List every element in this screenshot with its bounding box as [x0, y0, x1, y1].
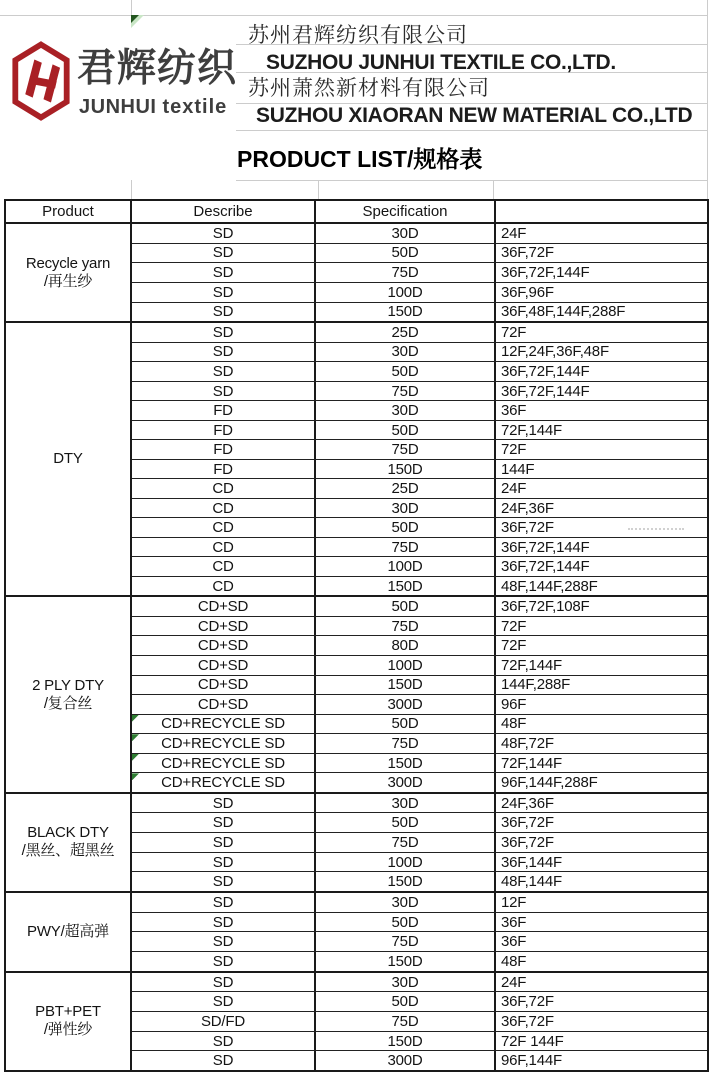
- filament-cell[interactable]: 36F,72F: [501, 814, 554, 832]
- table-row: [132, 401, 707, 421]
- specification-cell[interactable]: 30D: [316, 401, 496, 420]
- table-row: [132, 617, 707, 637]
- group-rows: [132, 973, 707, 1070]
- table-row: [132, 597, 707, 617]
- table-row: [132, 244, 707, 264]
- specification-cell[interactable]: 25D: [316, 479, 496, 498]
- table-row: [132, 656, 707, 676]
- describe-cell[interactable]: SD: [132, 973, 316, 992]
- product-label-line: 2 PLY DTY: [32, 676, 104, 694]
- gridline: [236, 130, 707, 131]
- specification-cell[interactable]: 150D: [316, 303, 496, 322]
- specification-cell[interactable]: 75D: [316, 538, 496, 557]
- describe-cell[interactable]: CD+SD: [132, 636, 316, 655]
- product-label-line: DTY: [53, 450, 83, 468]
- header-empty[interactable]: [496, 201, 707, 222]
- table-row: [132, 715, 707, 735]
- specification-cell[interactable]: 50D: [316, 421, 496, 440]
- table-row: [132, 695, 707, 715]
- describe-cell[interactable]: CD+SD: [132, 656, 316, 675]
- table-row: [132, 773, 707, 792]
- describe-cell[interactable]: CD: [132, 577, 316, 596]
- logo-en-bold: JUNHUI: [79, 96, 157, 118]
- describe-cell[interactable]: CD+SD: [132, 695, 316, 714]
- table-row: [132, 577, 707, 596]
- describe-cell[interactable]: FD: [132, 401, 316, 420]
- product-group: [6, 224, 707, 323]
- filament-cell[interactable]: 24F,36F: [501, 499, 554, 517]
- company-logo: [12, 40, 70, 122]
- specification-cell[interactable]: 80D: [316, 636, 496, 655]
- filament-cell[interactable]: 36F,72F: [501, 833, 554, 851]
- table-header-row: [6, 201, 707, 224]
- describe-cell[interactable]: CD+RECYCLE SD: [132, 734, 316, 753]
- specification-cell[interactable]: 50D: [316, 518, 496, 537]
- specification-cell[interactable]: 75D: [316, 734, 496, 753]
- product-cell[interactable]: [6, 893, 132, 971]
- specification-cell[interactable]: 100D: [316, 656, 496, 675]
- company-name-cn-2: 苏州萧然新材料有限公司: [248, 77, 490, 100]
- gridline: [0, 15, 707, 16]
- describe-cell[interactable]: SD: [132, 932, 316, 951]
- logo-en-light: textile: [162, 96, 228, 118]
- specification-cell[interactable]: 150D: [316, 754, 496, 773]
- product-label-line: PBT+PET: [35, 1003, 101, 1021]
- product-label-line: PWY/超高弹: [27, 922, 109, 940]
- gridline: [131, 180, 132, 199]
- product-group: [6, 794, 707, 893]
- specification-cell[interactable]: 75D: [316, 1012, 496, 1031]
- table-row: [132, 362, 707, 382]
- table-row: [132, 932, 707, 952]
- filament-cell[interactable]: 36F,72F: [501, 244, 554, 262]
- table-row: [132, 263, 707, 283]
- product-group: [6, 597, 707, 793]
- filament-cell[interactable]: 96F: [501, 695, 527, 713]
- describe-cell[interactable]: SD: [132, 263, 316, 282]
- company-name-en-1: SUZHOU JUNHUI TEXTILE CO.,LTD.: [266, 50, 616, 74]
- header-product[interactable]: Product: [6, 201, 132, 222]
- filament-cell[interactable]: 36F,144F: [501, 853, 562, 871]
- table-row: [132, 794, 707, 814]
- filament-cell[interactable]: 36F,72F: [501, 519, 554, 537]
- specification-cell[interactable]: 100D: [316, 283, 496, 302]
- filament-cell[interactable]: 144F: [501, 460, 535, 478]
- specification-cell[interactable]: 150D: [316, 460, 496, 479]
- product-cell[interactable]: [6, 973, 132, 1070]
- filament-cell[interactable]: 36F,72F,144F: [501, 538, 590, 556]
- describe-cell[interactable]: SD: [132, 913, 316, 932]
- product-cell[interactable]: [6, 794, 132, 891]
- product-label-line: /弹性纱: [43, 1021, 93, 1039]
- header-specification[interactable]: Specification: [316, 201, 496, 222]
- filament-cell[interactable]: 72F,144F: [501, 754, 562, 772]
- describe-cell[interactable]: SD: [132, 853, 316, 872]
- table-row: [132, 224, 707, 244]
- table-row: [132, 833, 707, 853]
- table-body: [6, 224, 707, 1070]
- describe-cell[interactable]: FD: [132, 460, 316, 479]
- describe-cell[interactable]: SD: [132, 244, 316, 263]
- filament-cell[interactable]: 96F,144F,288F: [501, 774, 598, 792]
- table-row: [132, 518, 707, 538]
- describe-cell[interactable]: SD: [132, 362, 316, 381]
- specification-cell[interactable]: 75D: [316, 617, 496, 636]
- specification-cell[interactable]: 30D: [316, 794, 496, 813]
- filament-cell[interactable]: 24F,36F: [501, 794, 554, 812]
- specification-cell[interactable]: 30D: [316, 973, 496, 992]
- table-row: [132, 754, 707, 774]
- filament-cell[interactable]: 36F,96F: [501, 283, 554, 301]
- product-label-line: /复合丝: [43, 694, 93, 712]
- table-row: [132, 813, 707, 833]
- table-row: [132, 303, 707, 322]
- describe-cell[interactable]: CD+SD: [132, 676, 316, 695]
- describe-cell[interactable]: FD: [132, 421, 316, 440]
- specification-cell[interactable]: 30D: [316, 499, 496, 518]
- filament-cell[interactable]: 72F: [501, 441, 527, 459]
- filament-cell[interactable]: 48F,144F,288F: [501, 577, 598, 595]
- describe-cell[interactable]: CD: [132, 518, 316, 537]
- specification-cell[interactable]: 150D: [316, 952, 496, 971]
- specification-cell[interactable]: 75D: [316, 833, 496, 852]
- logo-en-text: [79, 96, 227, 119]
- specification-cell[interactable]: 150D: [316, 676, 496, 695]
- product-label-line: /再生纱: [43, 272, 93, 290]
- describe-cell[interactable]: SD: [132, 1032, 316, 1051]
- table-row: [132, 479, 707, 499]
- product-table: [4, 199, 709, 1072]
- table-row: [132, 992, 707, 1012]
- table-row: [132, 734, 707, 754]
- table-row: [132, 1051, 707, 1070]
- describe-cell[interactable]: SD: [132, 283, 316, 302]
- specification-cell[interactable]: 25D: [316, 323, 496, 342]
- filament-cell[interactable]: 72F,144F: [501, 656, 562, 674]
- table-row: [132, 853, 707, 873]
- logo-hexagon-icon: [12, 40, 70, 122]
- cell-flag-icon: [132, 715, 139, 722]
- table-row: [132, 1032, 707, 1052]
- product-cell[interactable]: [6, 224, 132, 321]
- filament-cell[interactable]: 72F: [501, 323, 527, 341]
- specification-cell[interactable]: 30D: [316, 893, 496, 912]
- filament-cell[interactable]: 24F: [501, 973, 527, 991]
- specification-cell[interactable]: 300D: [316, 1051, 496, 1070]
- table-row: [132, 952, 707, 971]
- filament-cell[interactable]: 72F 144F: [501, 1032, 564, 1050]
- group-rows: [132, 794, 707, 891]
- filament-cell[interactable]: 48F: [501, 715, 527, 733]
- filament-cell[interactable]: 48F,72F: [501, 734, 554, 752]
- gridline: [493, 180, 494, 199]
- logo-cn-text: 君辉纺织: [77, 47, 238, 90]
- cell-flag-icon: [132, 734, 139, 741]
- product-group: [6, 973, 707, 1070]
- product-cell[interactable]: [6, 323, 132, 595]
- filament-cell[interactable]: 36F: [501, 933, 527, 951]
- describe-cell[interactable]: SD: [132, 323, 316, 342]
- describe-cell[interactable]: SD: [132, 833, 316, 852]
- specification-cell[interactable]: 50D: [316, 362, 496, 381]
- filament-cell[interactable]: 48F,144F: [501, 873, 562, 891]
- specification-cell[interactable]: 50D: [316, 597, 496, 616]
- specification-cell[interactable]: 75D: [316, 263, 496, 282]
- specification-cell[interactable]: 100D: [316, 557, 496, 576]
- describe-cell[interactable]: CD: [132, 538, 316, 557]
- product-cell[interactable]: [6, 597, 132, 791]
- describe-cell[interactable]: CD+SD: [132, 617, 316, 636]
- specification-cell[interactable]: 50D: [316, 813, 496, 832]
- describe-cell[interactable]: CD: [132, 557, 316, 576]
- filament-cell[interactable]: 48F: [501, 952, 527, 970]
- table-row: [132, 1012, 707, 1032]
- table-row: [132, 973, 707, 993]
- filament-cell[interactable]: 36F,72F,144F: [501, 362, 590, 380]
- gridline: [131, 0, 132, 15]
- specification-cell[interactable]: 75D: [316, 382, 496, 401]
- filament-cell[interactable]: 36F,72F,144F: [501, 558, 590, 576]
- table-row: [132, 343, 707, 363]
- table-row: [132, 676, 707, 696]
- company-name-block: [248, 23, 712, 129]
- product-group: [6, 323, 707, 597]
- table-row: [132, 913, 707, 933]
- page-title: PRODUCT LIST/规格表: [237, 146, 483, 172]
- filament-cell[interactable]: 24F: [501, 224, 527, 242]
- table-row: [132, 872, 707, 891]
- describe-cell[interactable]: SD: [132, 794, 316, 813]
- filament-cell[interactable]: 72F: [501, 637, 527, 655]
- group-rows: [132, 597, 707, 791]
- filament-cell[interactable]: 24F: [501, 480, 527, 498]
- specification-cell[interactable]: 150D: [316, 872, 496, 891]
- describe-cell[interactable]: SD: [132, 992, 316, 1011]
- table-row: [132, 421, 707, 441]
- describe-cell[interactable]: SD: [132, 893, 316, 912]
- specification-cell[interactable]: 150D: [316, 577, 496, 596]
- table-row: [132, 382, 707, 402]
- describe-cell[interactable]: SD/FD: [132, 1012, 316, 1031]
- describe-cell[interactable]: SD: [132, 382, 316, 401]
- filament-cell[interactable]: 36F,72F,108F: [501, 598, 590, 616]
- table-row: [132, 323, 707, 343]
- describe-cell[interactable]: FD: [132, 440, 316, 459]
- filament-cell[interactable]: 12F,24F,36F,48F: [501, 343, 609, 361]
- specification-cell[interactable]: 150D: [316, 1032, 496, 1051]
- header-describe[interactable]: Describe: [132, 201, 316, 222]
- gridline: [318, 180, 319, 199]
- describe-cell[interactable]: SD: [132, 303, 316, 322]
- filament-cell[interactable]: 36F,48F,144F,288F: [501, 303, 626, 321]
- filament-cell[interactable]: 72F: [501, 617, 527, 635]
- specification-cell[interactable]: 50D: [316, 992, 496, 1011]
- gridline: [236, 180, 707, 181]
- specification-cell[interactable]: 50D: [316, 244, 496, 263]
- table-row: [132, 460, 707, 480]
- table-row: [132, 893, 707, 913]
- describe-cell[interactable]: SD: [132, 343, 316, 362]
- table-row: [132, 283, 707, 303]
- describe-cell[interactable]: SD: [132, 952, 316, 971]
- describe-cell[interactable]: SD: [132, 224, 316, 243]
- filament-cell[interactable]: 36F,72F,144F: [501, 382, 590, 400]
- describe-cell[interactable]: CD: [132, 479, 316, 498]
- group-rows: [132, 224, 707, 321]
- filament-cell[interactable]: 144F,288F: [501, 676, 571, 694]
- table-row: [132, 538, 707, 558]
- describe-cell[interactable]: CD+RECYCLE SD: [132, 754, 316, 773]
- describe-cell[interactable]: SD: [132, 872, 316, 891]
- describe-cell[interactable]: CD+RECYCLE SD: [132, 715, 316, 734]
- product-label-line: BLACK DTY: [27, 824, 109, 842]
- product-group: [6, 893, 707, 973]
- describe-cell[interactable]: SD: [132, 1051, 316, 1070]
- specification-cell[interactable]: 100D: [316, 853, 496, 872]
- filament-cell[interactable]: 36F,72F: [501, 993, 554, 1011]
- describe-cell[interactable]: CD: [132, 499, 316, 518]
- table-row: [132, 499, 707, 519]
- specification-cell[interactable]: 50D: [316, 715, 496, 734]
- table-row: [132, 557, 707, 577]
- product-label-line: Recycle yarn: [25, 254, 111, 272]
- product-label-line: /黑丝、超黑丝: [21, 842, 115, 860]
- filament-cell[interactable]: 36F,72F,144F: [501, 264, 590, 282]
- filament-cell[interactable]: 36F,72F: [501, 1012, 554, 1030]
- company-name-en-2: SUZHOU XIAORAN NEW MATERIAL CO.,LTD: [256, 103, 693, 127]
- group-rows: [132, 893, 707, 971]
- filament-cell[interactable]: 36F: [501, 402, 527, 420]
- cell-flag-icon: [132, 773, 139, 780]
- describe-cell[interactable]: CD+SD: [132, 597, 316, 616]
- filament-cell[interactable]: 36F: [501, 913, 527, 931]
- filament-cell[interactable]: 96F,144F: [501, 1052, 562, 1070]
- specification-cell[interactable]: 30D: [316, 343, 496, 362]
- describe-cell[interactable]: CD+RECYCLE SD: [132, 773, 316, 792]
- table-row: [132, 636, 707, 656]
- specification-cell[interactable]: 75D: [316, 440, 496, 459]
- company-name-cn-1: 苏州君辉纺织有限公司: [248, 24, 468, 47]
- specification-cell[interactable]: 300D: [316, 695, 496, 714]
- table-row: [132, 440, 707, 460]
- filament-cell[interactable]: 12F: [501, 893, 527, 911]
- specification-cell[interactable]: 50D: [316, 913, 496, 932]
- specification-cell[interactable]: 30D: [316, 224, 496, 243]
- filament-cell[interactable]: 72F,144F: [501, 421, 562, 439]
- cell-flag-icon: [132, 754, 139, 761]
- specification-cell[interactable]: 75D: [316, 932, 496, 951]
- describe-cell[interactable]: SD: [132, 813, 316, 832]
- specification-cell[interactable]: 300D: [316, 773, 496, 792]
- group-rows: [132, 323, 707, 595]
